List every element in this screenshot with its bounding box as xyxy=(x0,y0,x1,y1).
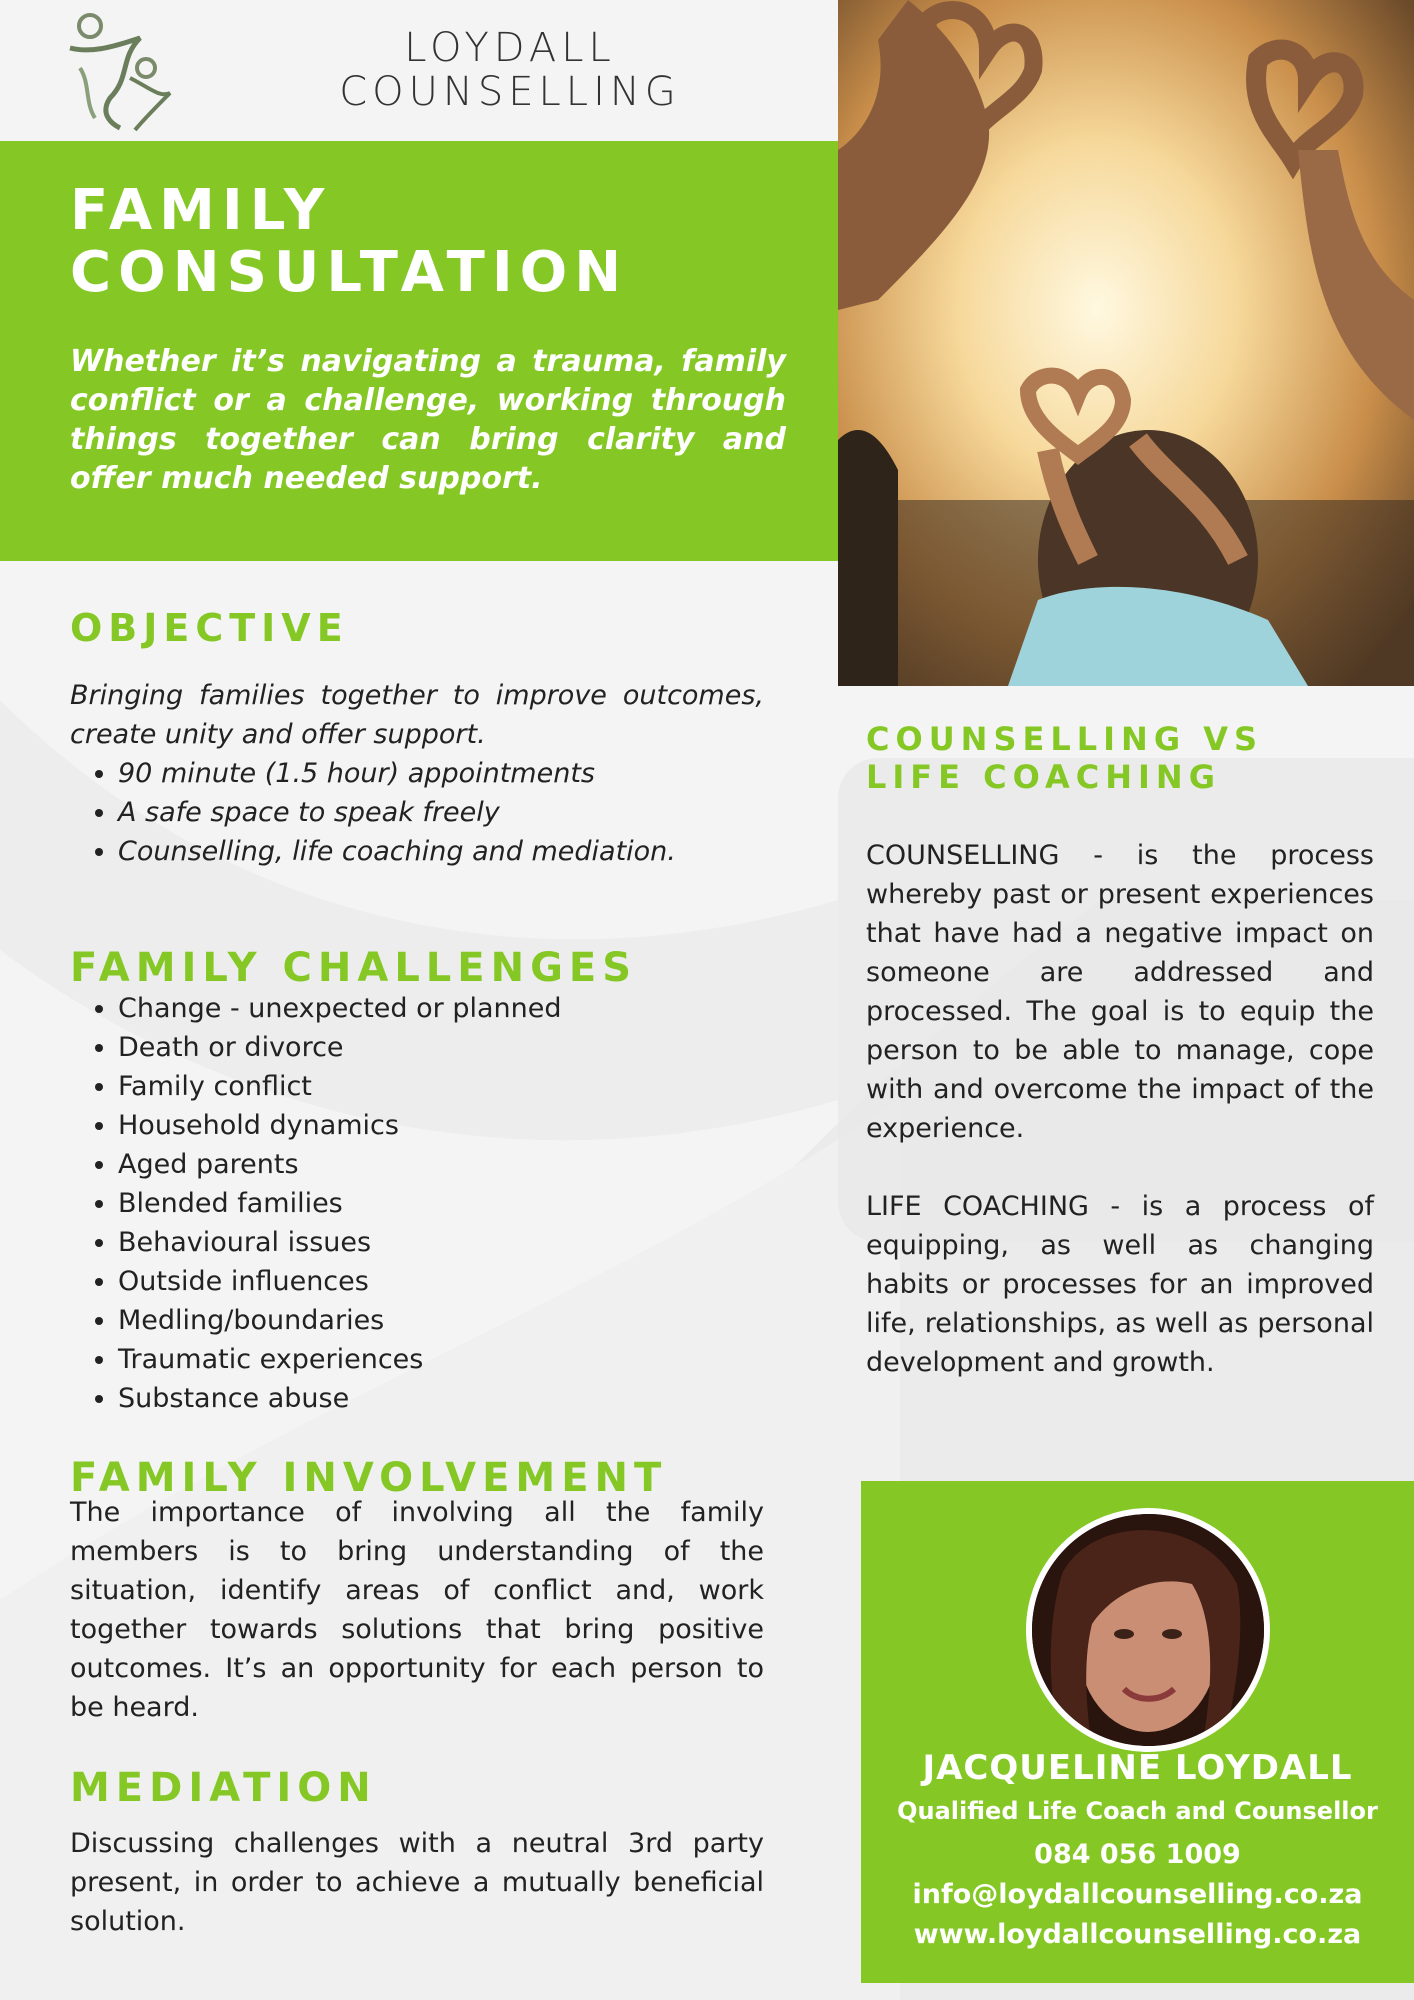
objective-heading: OBJECTIVE xyxy=(70,606,349,650)
objective-list xyxy=(70,754,818,871)
challenges-heading: FAMILY CHALLENGES xyxy=(70,945,638,991)
mediation-text: Discussing challenges with a neutral 3rd party present, in order to achieve a mutually beneficial solution. xyxy=(70,1828,764,1937)
mediation-heading: MEDIATION xyxy=(70,1765,377,1811)
contact-email[interactable]: info@loydallcounselling.co.za xyxy=(912,1879,1363,1910)
avatar xyxy=(1026,1508,1270,1752)
list-item: • Death or divorce xyxy=(118,1028,818,1067)
list-item: • 90 minute (1.5 hour) appointments xyxy=(118,754,818,793)
contact-role: Qualified Life Coach and Counsellor xyxy=(897,1797,1378,1825)
brand-name xyxy=(270,26,750,114)
list-item: • A safe space to speak freely xyxy=(118,793,818,832)
list-item: • Behavioural issues xyxy=(118,1223,818,1262)
hands-heart-photo xyxy=(838,0,1414,686)
contact-name: JACQUELINE LOYDALL xyxy=(922,1748,1353,1788)
title-line1: FAMILY xyxy=(70,178,332,243)
counselling-text: COUNSELLING - is the process whereby past or present experiences that have had a negative impact on someone are addressed and processed. The goal is to equip the person to be able to manage, cope with and overcome the impact of the experience. xyxy=(866,840,1374,1144)
list-item: • Change - unexpected or planned xyxy=(118,989,818,1028)
list-item: • Substance abuse xyxy=(118,1379,818,1418)
list-item: • Household dynamics xyxy=(118,1106,818,1145)
brand-line2: COUNSELLING xyxy=(339,69,681,115)
contact-phone[interactable]: 084 056 1009 xyxy=(1034,1839,1241,1870)
hero-subtitle: Whether it’s navigating a trauma, family conflict or a challenge, working through things together can bring clarity and offer much needed support. xyxy=(70,344,786,496)
list-item: • Medling/boundaries xyxy=(118,1301,818,1340)
list-item: • Counselling, life coaching and mediation. xyxy=(118,832,818,871)
list-item: • Aged parents xyxy=(118,1145,818,1184)
objective-intro: Bringing families together to improve outcomes, create unity and offer support. xyxy=(70,680,764,750)
list-item: • Blended families xyxy=(118,1184,818,1223)
list-item: • Family conflict xyxy=(118,1067,818,1106)
coaching-text: LIFE COACHING - is a process of equipping, as well as changing habits or processes for an improved life, relationships, as well as personal development and growth. xyxy=(866,1191,1374,1378)
page-title xyxy=(70,180,770,304)
title-line2: CONSULTATION xyxy=(70,240,629,305)
contact-website[interactable]: www.loydallcounselling.co.za xyxy=(913,1919,1362,1950)
comparison-heading-line1: COUNSELLING VS xyxy=(866,720,1264,758)
list-item: • Traumatic experiences xyxy=(118,1340,818,1379)
family-figures-logo-icon xyxy=(50,8,174,132)
involvement-heading: FAMILY INVOLVEMENT xyxy=(70,1455,668,1501)
involvement-text: The importance of involving all the family members is to bring understanding of the situation, identify areas of conflict and, work together towards solutions that bring positive outcomes. It’s an opportunity for each person to be heard. xyxy=(70,1497,764,1723)
challenges-list xyxy=(70,989,818,1418)
list-item: • Outside influences xyxy=(118,1262,818,1301)
comparison-heading-line2: LIFE COACHING xyxy=(866,758,1221,796)
brand-line1: LOYDALL xyxy=(404,25,616,71)
comparison-heading xyxy=(866,720,1263,796)
